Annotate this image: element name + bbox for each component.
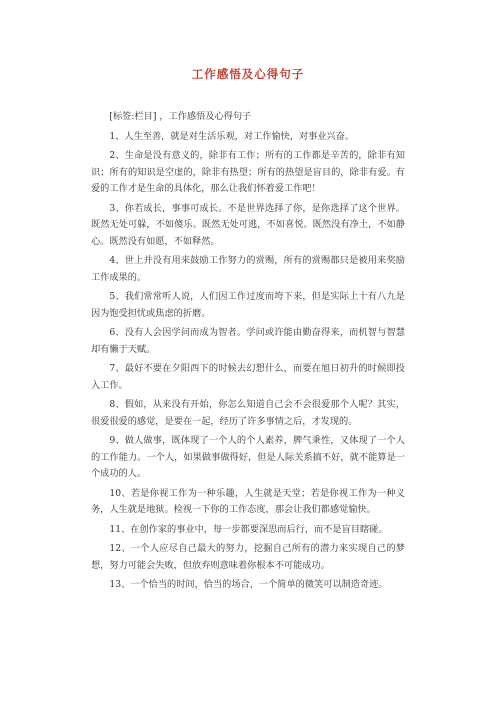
paragraph-10: 10、若是你视工作为一种乐趣，人生就是天堂；若是你视工作为一种义务，人生就是地狱。检视一下你的工作态度，那会让我们都感觉愉快。 bbox=[91, 487, 405, 515]
document-body bbox=[91, 109, 405, 594]
paragraph-7: 7、最好不要在夕阳西下的时候去幻想什么，而要在旭日初升的时候即投入工作。 bbox=[91, 363, 405, 391]
paragraph-11: 11、在创作家的事业中，每一步都要深思而后行，而不是盲目瞎碰。 bbox=[109, 523, 388, 535]
paragraph-3: 3、你若成长，事事可成长。不是世界选择了你，是你选择了这个世界。既然无处可躲，不如傻乐。既然无处可逃，不如喜悦。既然没有净土，不如静心。既然没有如愿，不如释然。 bbox=[91, 202, 405, 247]
paragraph-8: 8、假如，从来没有开始，你怎么知道自己会不会很爱那个人呢？其实，很爱很爱的感觉，是要在一起，经历了许多事情之后，才发现的。 bbox=[91, 399, 405, 427]
paragraph-1: 1、人生至善，就是对生活乐观，对工作愉快，对事业兴奋。 bbox=[109, 130, 355, 142]
paragraph-9: 9、做人做事，既体现了一个人的个人素养，脾气秉性，又体现了一个人的工作能力。一个人，如果做事做得好，但是人际关系搞不好，就不能算是一个成功的人。 bbox=[91, 435, 405, 479]
paragraph-12: 12、一个人应尽自己最大的努力，挖掘自己所有的潜力来实现自己的梦想，努力可能会失败，但放弃则意味着你根本不可能成功。 bbox=[91, 543, 405, 571]
paragraph-13: 13、一个恰当的时间，恰当的场合，一个简单的微笑可以制造奇迹。 bbox=[109, 579, 388, 590]
paragraph-6: 6、没有人会因学问而成为智者。学问或许能由勤奋得来，而机智与智慧却有懒于天赋。 bbox=[91, 327, 405, 355]
document-title: 工作感悟及心得句子 bbox=[191, 67, 305, 81]
paragraph-tag-line: [标签:栏目] ，工作感悟及心得句子 bbox=[109, 111, 252, 122]
paragraph-4: 4、世上并没有用来鼓励工作努力的赏赐，所有的赏赐都只是被用来奖励工作成果的。 bbox=[91, 255, 405, 283]
paragraph-5: 5、我们常常听人说，人们因工作过度而垮下来，但是实际上十有八九是因为饱受担忧或焦虑的折磨。 bbox=[91, 291, 405, 319]
paragraph-2: 2、生命是没有意义的，除非有工作；所有的工作都是辛苦的，除非有知识；所有的知识是空虚的，除非有热望；所有的热望是盲目的，除非有爱。有爱的工作才是生命的具体化，那么让我们怀着爱工作吧！ bbox=[91, 150, 405, 194]
